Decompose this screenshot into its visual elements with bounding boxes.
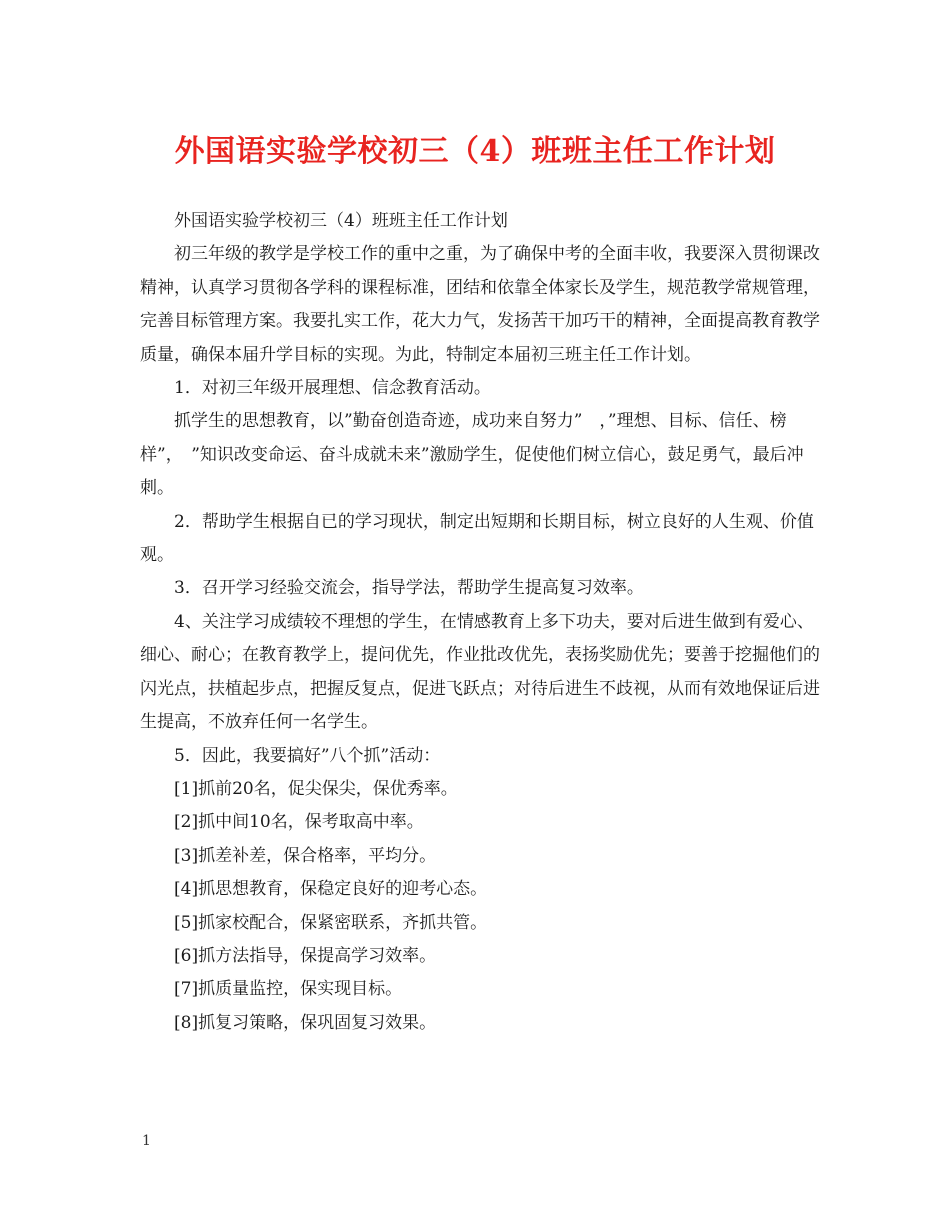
paragraph-subtitle: 外国语实验学校初三（4）班班主任工作计划: [174, 211, 508, 231]
page-number: 1: [142, 1133, 151, 1149]
list-item: [8]抓复习策略，保巩固复习效果。: [174, 1012, 437, 1033]
paragraph-intro: 初三年级的教学是学校工作的重中之重，为了确保中考的全面丰收，我要深入贯彻课改精神，认真学习贯彻各学科的课程标准，团结和依靠全体家长及学生，规范教学常规管理，完善目标管理方案。我要扎实工作，花大力气，发扬苦干加巧干的精神，全面提高教育教学质量，确保本届升学目标的实现。为此，特制定本届初三班主任工作计划。: [140, 244, 820, 365]
paragraph-item-3: 3．召开学习经验交流会，指导学法，帮助学生提高复习效率。: [174, 578, 644, 599]
list-item: [4]抓思想教育，保稳定良好的迎考心态。: [174, 879, 488, 900]
paragraph-item-1: 1．对初三年级开展理想、信念教育活动。: [174, 378, 491, 399]
list-item: [6]抓方法指导，保提高学习效率。: [174, 945, 437, 966]
document-title: 外国语实验学校初三（4）班班主任工作计划: [174, 134, 776, 169]
paragraph-item-5: 5．因此，我要搞好”八个抓”活动：: [174, 745, 441, 766]
list-item: [2]抓中间10名，保考取高中率。: [174, 812, 424, 833]
list-item: [3]抓差补差，保合格率，平均分。: [174, 845, 437, 866]
list-item: [7]抓质量监控，保实现目标。: [174, 979, 403, 1000]
paragraph-item-2: 2．帮助学生根据自已的学习现状，制定出短期和长期目标，树立良好的人生观、价值观。: [140, 511, 814, 566]
paragraph-item-1-detail: 抓学生的思想教育，以”勤奋创造奇迹，成功来自努力” ，”理想、目标、信任、榜样”， ”知识改变命运、奋斗成就未来”激励学生，促使他们树立信心，鼓足勇气，最后冲刺。: [140, 411, 804, 499]
list-item: [1]抓前20名，促尖保尖，保优秀率。: [174, 778, 458, 799]
paragraph-item-4: 4、关注学习成绩较不理想的学生，在情感教育上多下功夫，要对后进生做到有爱心、细心、耐心；在教育教学上，提问优先，作业批改优先，表扬奖励优先；要善于挖掘他们的闪光点，扶植起步点，把握反复点，促进飞跃点；对待后进生不歧视，从而有效地保证后进生提高，不放弃任何一名学生。: [140, 611, 820, 733]
list-item: [5]抓家校配合，保紧密联系，齐抓共管。: [174, 912, 488, 933]
document-body: [140, 205, 830, 1040]
